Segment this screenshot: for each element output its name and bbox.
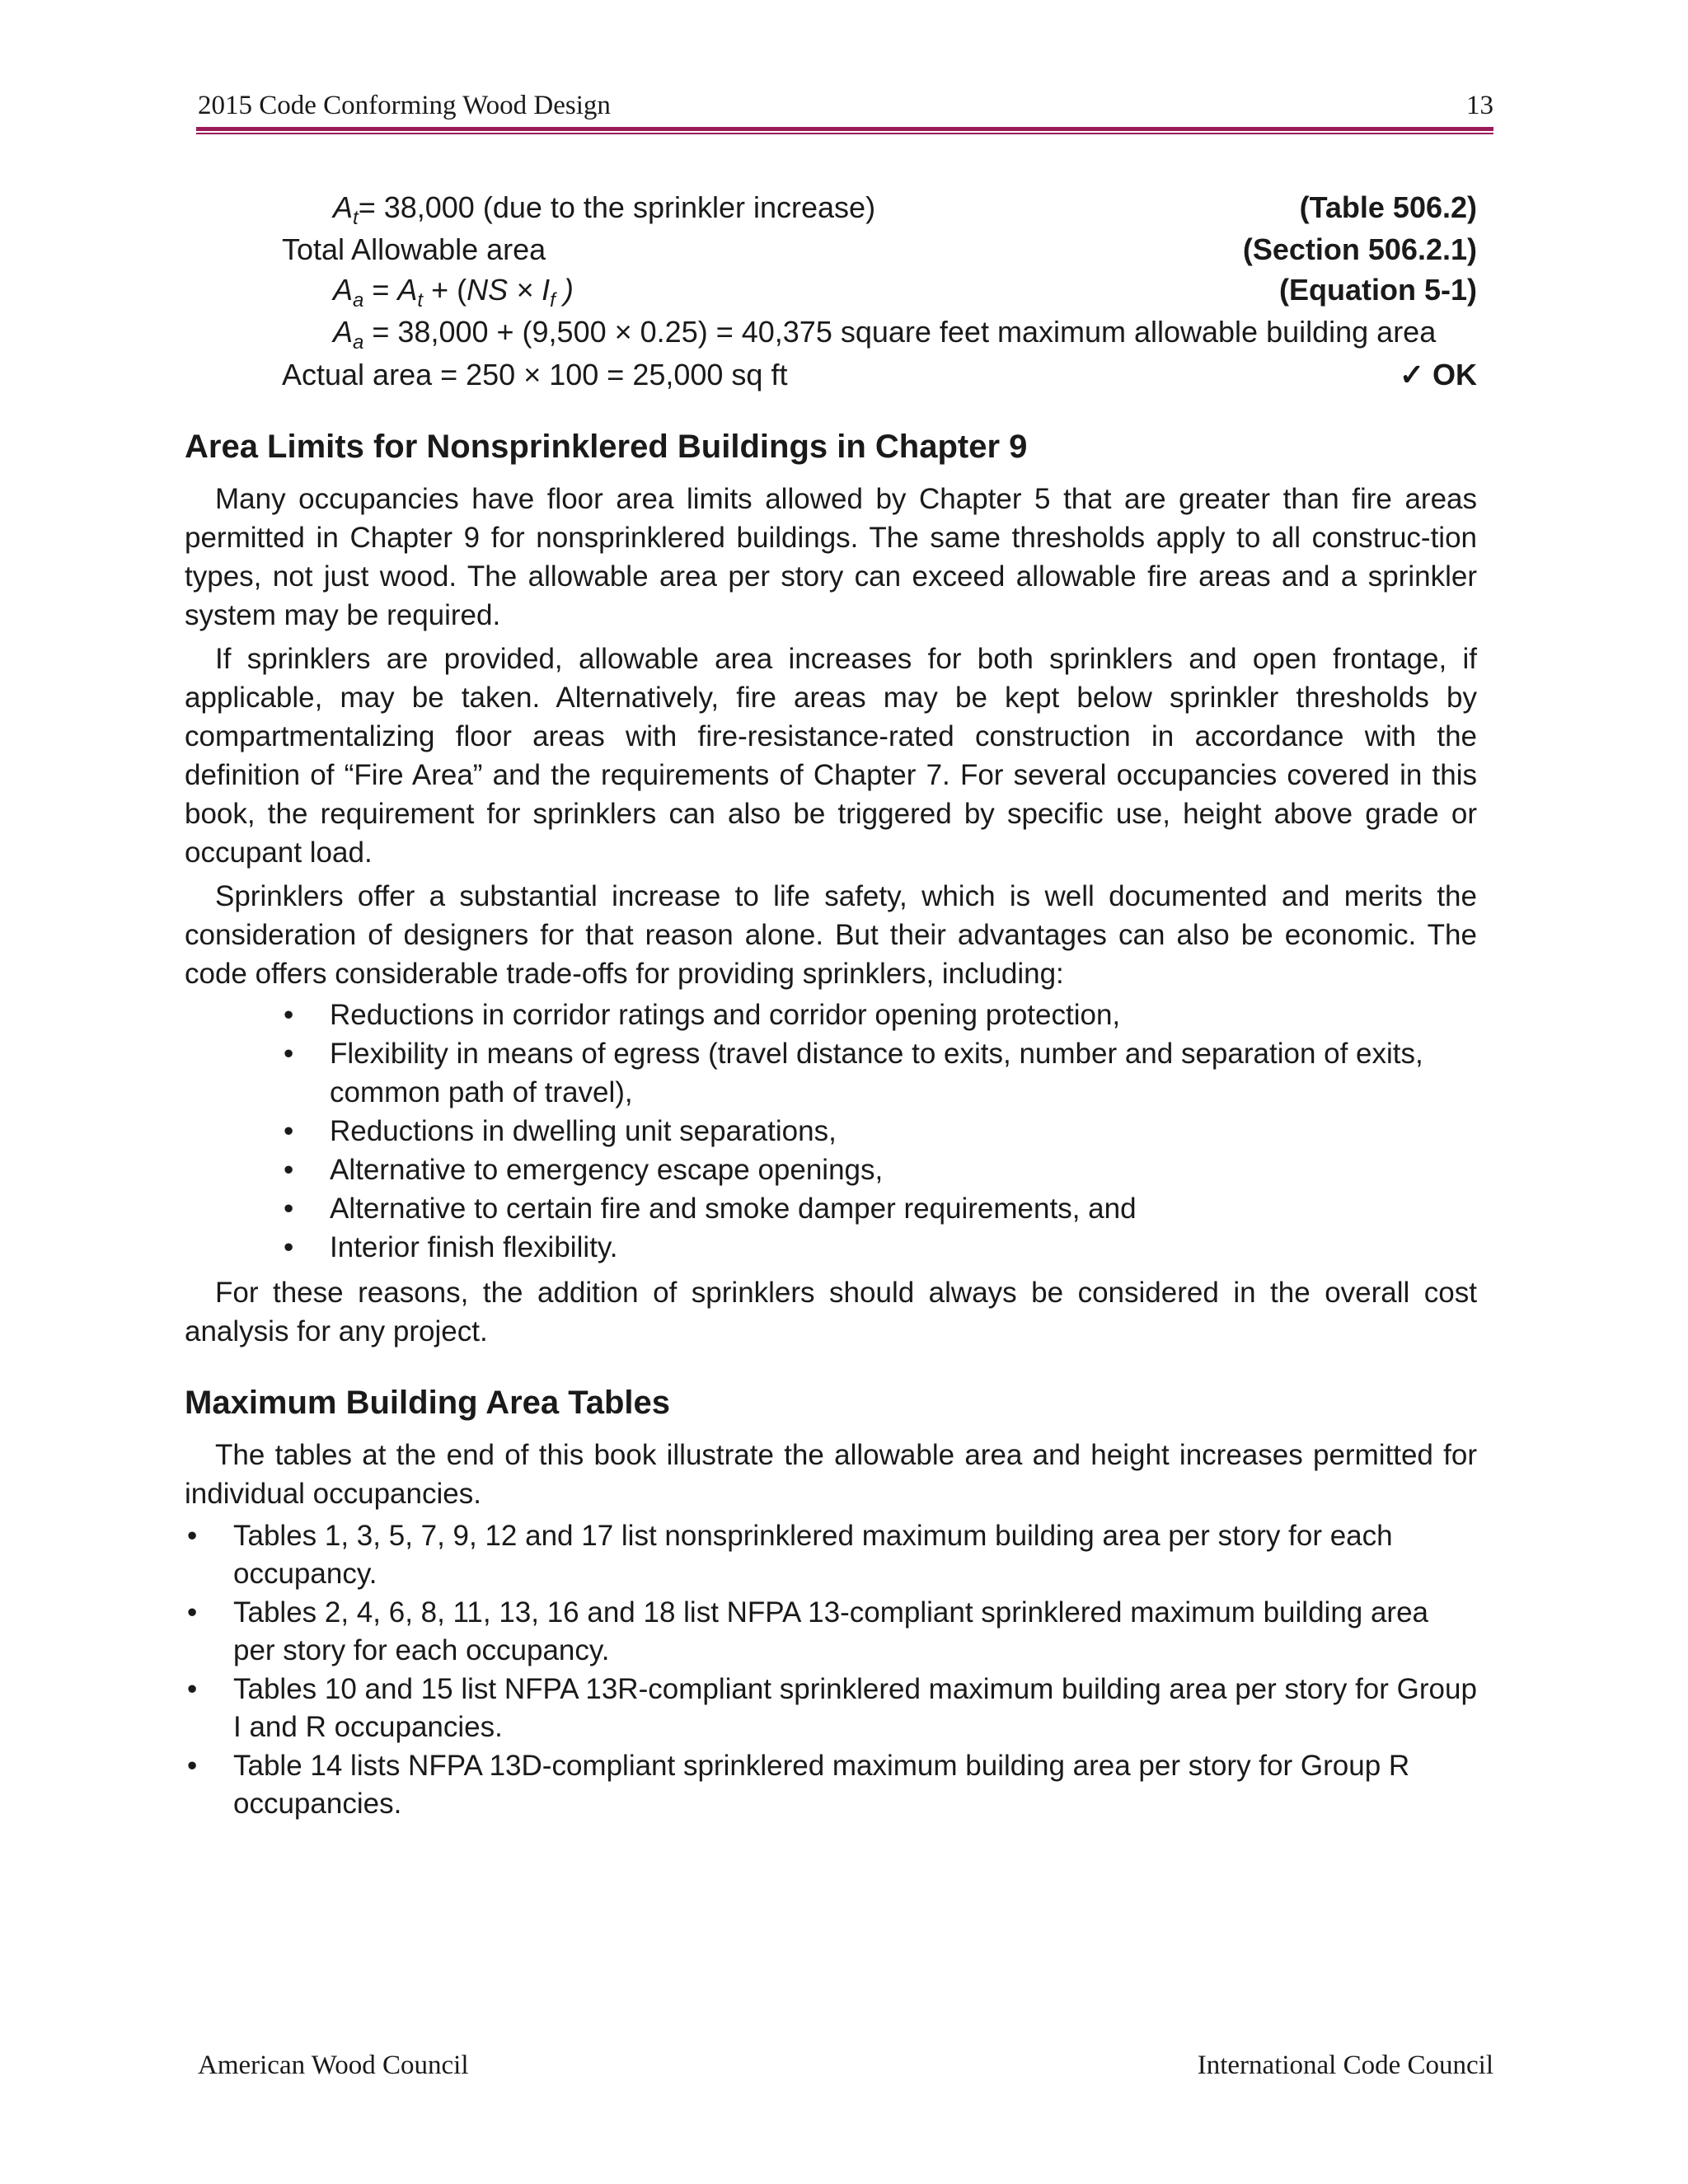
calc-row-total [185, 230, 1477, 269]
check-ok-mark: ✓ OK [1399, 358, 1477, 391]
paragraph: The tables at the end of this book illustrate the allowable area and height increases permitted for individual occupancies. [185, 1439, 1477, 1510]
calc-equation-ref: (Equation 5-1) [1279, 273, 1477, 307]
section2-body [185, 1436, 1477, 1513]
calc-row-at-expr: $A_t= 38,000$ (due to the sprinkler increase) [333, 190, 876, 229]
section-heading-max-area-tables: Maximum Building Area Tables [185, 1385, 671, 1421]
calc-row-total-ref: (Section 506.2.1) [1242, 232, 1477, 266]
calc-row-aa [185, 312, 1477, 352]
section-heading-area-limits: Area Limits for Nonsprinklered Buildings in Chapter 9 [185, 429, 1028, 465]
calc-row-total-label: Total Allowable area [282, 232, 546, 266]
section1-closing [185, 1273, 1477, 1351]
page-number: 13 [1466, 91, 1493, 120]
calc-equation-expr: $A_a = A_t + (NS \times I_f$ ) [333, 273, 574, 312]
calc-row-actual [185, 355, 1477, 395]
list-item: • Reductions in corridor ratings and corridor opening protection, [284, 999, 1121, 1031]
header-rule-thick [196, 127, 1493, 131]
calc-row-at-ref: (Table 506.2) [1299, 190, 1477, 224]
list-item: • Tables 10 and 15 list NFPA 13R-compliant sprinklered maximum building area per story for Group I and R occupancies. [187, 1673, 1477, 1743]
running-header-title: 2015 Code Conforming Wood Design [198, 91, 611, 120]
list-item: • Alternative to emergency escape openings, [284, 1154, 884, 1186]
section1-body [185, 480, 1477, 993]
paragraph: If sprinklers are provided, allowable area increases for both sprinklers and open frontage, if applicable, may be taken. Alternatively, fire areas may be kept below sprinkler thresholds by compartmentalizing floor areas with fire-resistance-rated construction in accordance with the definition of “Fire Area” and the requirements of Chapter 7. For several occupancies covered in this book, the requirement for sprinklers can also be triggered by specific use, height above grade or occupant load. [185, 643, 1477, 869]
list-item: • Reductions in dwelling unit separations, [284, 1115, 837, 1147]
paragraph: Many occupancies have floor area limits allowed by Chapter 5 that are greater than fire areas permitted in Chapter 9 for nonsprinklered buildings. The same thresholds apply to all construc-tion types, not just wood. The allowable area per story can exceed allowable fire areas and a sprinkler system may be required. [185, 483, 1477, 631]
footer-right: International Code Council [1197, 2050, 1493, 2080]
list-item: • Flexibility in means of egress (travel distance to exits, number and separation of exits, common path of travel), [284, 1038, 1423, 1108]
list-item: • Table 14 lists NFPA 13D-compliant sprinklered maximum building area per story for Group R occupancies. [187, 1750, 1410, 1820]
footer-left: American Wood Council [198, 2050, 469, 2080]
calc-row-at [185, 188, 1477, 227]
header-rule-thin [196, 133, 1493, 134]
list-item: • Interior finish flexibility. [284, 1231, 618, 1263]
paragraph: For these reasons, the addition of sprinklers should always be considered in the overall cost analysis for any project. [185, 1277, 1477, 1347]
list-item: • Tables 1, 3, 5, 7, 9, 12 and 17 list nonsprinklered maximum building area per story for each occupancy. [187, 1520, 1393, 1590]
paragraph: Sprinklers offer a substantial increase to life safety, which is well documented and merits the consideration of designers for that reason alone. But their advantages can also be economic. The code offers considerable trade-offs for providing sprinklers, including: [185, 880, 1477, 990]
calc-row-actual-text: Actual area = 250 × 100 = 25,000 sq ft [282, 358, 788, 391]
list-item: • Tables 2, 4, 6, 8, 11, 13, 16 and 18 list NFPA 13-compliant sprinklered maximum building area per story for each occupancy. [187, 1596, 1429, 1666]
calc-row-aa-expr: $A_a = 38,000 + (9,500 \times 0.25) = 40,375$ square feet maximum allowable building area [333, 315, 1437, 354]
sprinkler-tradeoffs-list [284, 996, 1477, 1267]
max-area-tables-list [187, 1517, 1477, 1823]
calc-row-equation [185, 270, 1477, 310]
list-item: • Alternative to certain fire and smoke damper requirements, and [284, 1193, 1137, 1225]
